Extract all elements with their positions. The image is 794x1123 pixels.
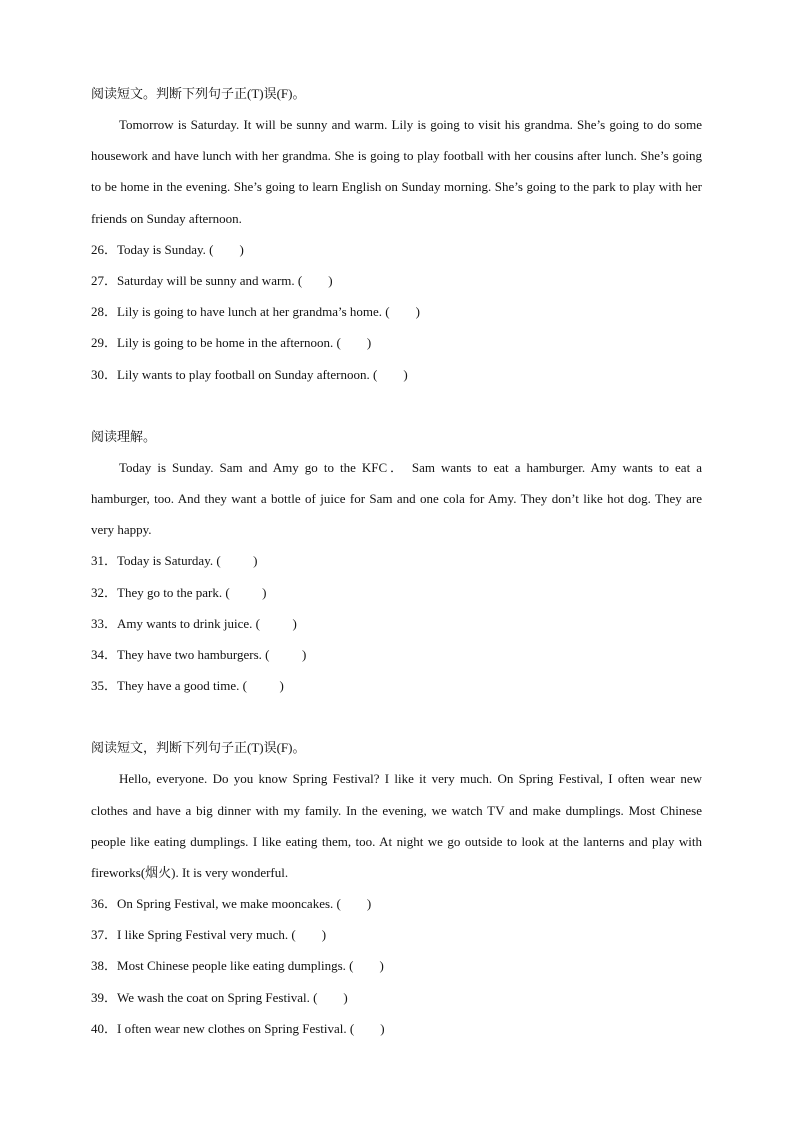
question-text: Saturday will be sunny and warm. ( ) <box>117 273 333 288</box>
question-number: 39． <box>91 989 118 1005</box>
question-number: 40． <box>91 1020 118 1036</box>
section-gap <box>91 701 702 732</box>
section-heading: 阅读理解。 <box>91 428 157 444</box>
question-number: 37． <box>91 927 118 943</box>
question-number: 29． <box>91 335 118 351</box>
question-item <box>91 608 702 639</box>
question-item <box>91 359 702 390</box>
section-gap <box>91 390 702 421</box>
question-item <box>91 639 702 670</box>
reading-passage: Tomorrow is Saturday. It will be sunny and warm. Lily is going to visit his grandma. She’s going to do some housework and have lunch with her grandma. She is going to play football with her cousins after lunch. She’s going to be home in the evening. She’s going to learn English on Sunday morning. She’s going to the park to play with her friends on Sunday afternoon. <box>91 117 702 226</box>
question-item <box>91 545 702 576</box>
question-item <box>91 670 702 701</box>
question-number: 38． <box>91 958 118 974</box>
question-text: On Spring Festival, we make mooncakes. ( ) <box>117 896 372 912</box>
question-text: They have a good time. ( ) <box>117 678 284 694</box>
question-item <box>91 888 702 919</box>
question-item <box>91 1013 702 1044</box>
question-text: I often wear new clothes on Spring Festival. ( ) <box>117 1020 385 1036</box>
question-item <box>91 919 702 950</box>
reading-section-3 <box>91 732 702 1044</box>
question-text: Most Chinese people like eating dumplings. ( ) <box>117 958 384 974</box>
question-text: Lily is going to have lunch at her grandma’s home. ( ) <box>117 304 420 320</box>
reading-passage: Today is Sunday. Sam and Amy go to the KFC． Sam wants to eat a hamburger. Amy wants to eat a hamburger, too. And they want a bottle of juice for Sam and one cola for Amy. They don’t like hot dog. They are very happy. <box>91 459 702 538</box>
question-item <box>91 234 702 265</box>
section-heading: 阅读短文。判断下列句子正(T)误(F)。 <box>91 86 306 101</box>
document-page <box>91 78 702 1044</box>
question-item <box>91 265 702 296</box>
question-text: Today is Saturday. ( ) <box>117 553 258 569</box>
question-item <box>91 296 702 327</box>
question-number: 35． <box>91 678 118 694</box>
reading-section-1 <box>91 78 702 390</box>
question-item <box>91 982 702 1013</box>
question-item <box>91 577 702 608</box>
reading-section-2 <box>91 421 702 702</box>
question-item <box>91 327 702 358</box>
question-number: 31． <box>91 553 118 569</box>
reading-passage: Hello, everyone. Do you know Spring Festival? I like it very much. On Spring Festival, I often wear new clothes and have a big dinner with my family. In the evening, we watch TV and make dumplings. Most Chinese people like eating dumplings. I like eating them, too. At night we go outside to look at the lanterns and play with fireworks(烟火). It is very wonderful. <box>91 771 702 880</box>
question-number: 34． <box>91 646 118 662</box>
question-number: 30． <box>91 366 118 382</box>
section-heading: 阅读短文，判断下列句子正(T)误(F)。 <box>91 740 306 756</box>
question-item <box>91 950 702 981</box>
question-number: 26． <box>91 241 118 257</box>
question-text: Lily wants to play football on Sunday afternoon. ( ) <box>117 366 408 382</box>
question-number: 28． <box>91 304 118 320</box>
question-text: They go to the park. ( ) <box>117 584 267 600</box>
question-text: Today is Sunday. ( ) <box>117 241 244 257</box>
question-text: We wash the coat on Spring Festival. ( ) <box>117 989 348 1005</box>
question-number: 33． <box>91 615 118 631</box>
question-number: 32． <box>91 584 118 600</box>
question-text: I like Spring Festival very much. ( ) <box>117 927 327 943</box>
question-text: Amy wants to drink juice. ( ) <box>117 615 297 631</box>
question-number: 27． <box>91 273 118 288</box>
question-number: 36． <box>91 896 118 912</box>
question-text: Lily is going to be home in the afternoon. ( ) <box>117 335 372 351</box>
question-text: They have two hamburgers. ( ) <box>117 646 307 662</box>
